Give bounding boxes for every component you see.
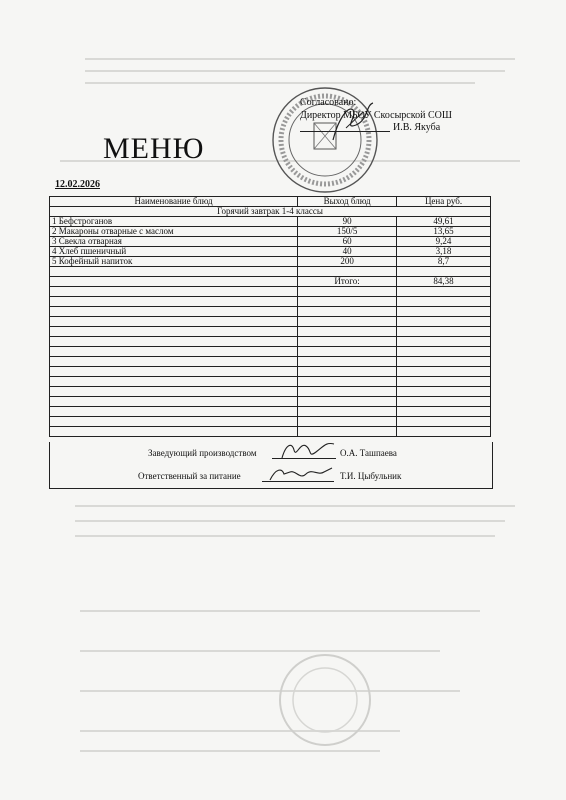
- bleed-line: [80, 610, 480, 612]
- head-label: Заведующий производством: [148, 448, 257, 458]
- resp-name: Т.И. Цыбульник: [340, 471, 402, 481]
- section-title: Горячий завтрак 1-4 классы: [50, 207, 491, 217]
- resp-label: Ответственный за питание: [138, 471, 241, 481]
- dish-yield: 60: [298, 237, 397, 247]
- empty-row: [50, 347, 491, 357]
- bleed-line: [85, 82, 475, 84]
- section-row: [50, 207, 491, 217]
- resp-signature: [266, 462, 336, 486]
- head-name: О.А. Ташпаева: [340, 448, 397, 458]
- empty-row: [50, 387, 491, 397]
- bleed-stamp: [270, 650, 380, 750]
- approval-position: Директор МБОУ Скосырской СОШ: [300, 110, 452, 121]
- head-signature: [278, 438, 338, 464]
- empty-row: [50, 267, 491, 277]
- dish-price: 13,65: [397, 227, 491, 237]
- table-row: [50, 227, 491, 237]
- bleed-line: [80, 750, 380, 752]
- empty-row: [50, 337, 491, 347]
- dish-name: 1 Бефстроганов: [50, 217, 298, 227]
- menu-date: 12.02.2026: [55, 179, 100, 190]
- empty-row: [50, 357, 491, 367]
- menu-table: [49, 196, 491, 437]
- dish-yield: 150/5: [298, 227, 397, 237]
- table-row: [50, 257, 491, 267]
- total-value: 84,38: [397, 277, 491, 287]
- bleed-line: [85, 70, 505, 72]
- bleed-line: [85, 58, 515, 60]
- empty-row: [50, 417, 491, 427]
- total-row: [50, 277, 491, 287]
- empty-row: [50, 427, 491, 437]
- bleed-line: [75, 520, 505, 522]
- dish-yield: 90: [298, 217, 397, 227]
- empty-row: [50, 317, 491, 327]
- total-label: Итого:: [298, 277, 397, 287]
- header-yield: Выход блюд: [298, 197, 397, 207]
- table-header-row: [50, 197, 491, 207]
- dish-price: 8,7: [397, 257, 491, 267]
- page-title: МЕНЮ: [103, 132, 205, 165]
- dish-price: 3,18: [397, 247, 491, 257]
- bleed-line: [80, 650, 440, 652]
- table-row: [50, 237, 491, 247]
- table-row: [50, 217, 491, 227]
- bleed-line: [75, 505, 515, 507]
- header-price: Цена руб.: [397, 197, 491, 207]
- dish-yield: 40: [298, 247, 397, 257]
- approval-sign-line: [300, 131, 390, 132]
- empty-row: [50, 327, 491, 337]
- approval-title: Согласовано:: [300, 97, 357, 108]
- bleed-line: [75, 535, 495, 537]
- dish-price: 49,61: [397, 217, 491, 227]
- dish-name: 3 Свекла отварная: [50, 237, 298, 247]
- dish-yield: 200: [298, 257, 397, 267]
- dish-name: 5 Кофейный напиток: [50, 257, 298, 267]
- empty-row: [50, 297, 491, 307]
- empty-row: [50, 307, 491, 317]
- header-dish: Наименование блюд: [50, 197, 298, 207]
- approval-name: И.В. Якуба: [393, 122, 441, 133]
- dish-name: 4 Хлеб пшеничный: [50, 247, 298, 257]
- table-row: [50, 247, 491, 257]
- empty-row: [50, 397, 491, 407]
- dish-price: 9,24: [397, 237, 491, 247]
- empty-row: [50, 367, 491, 377]
- dish-name: 2 Макароны отварные с маслом: [50, 227, 298, 237]
- empty-row: [50, 287, 491, 297]
- empty-row: [50, 407, 491, 417]
- empty-row: [50, 377, 491, 387]
